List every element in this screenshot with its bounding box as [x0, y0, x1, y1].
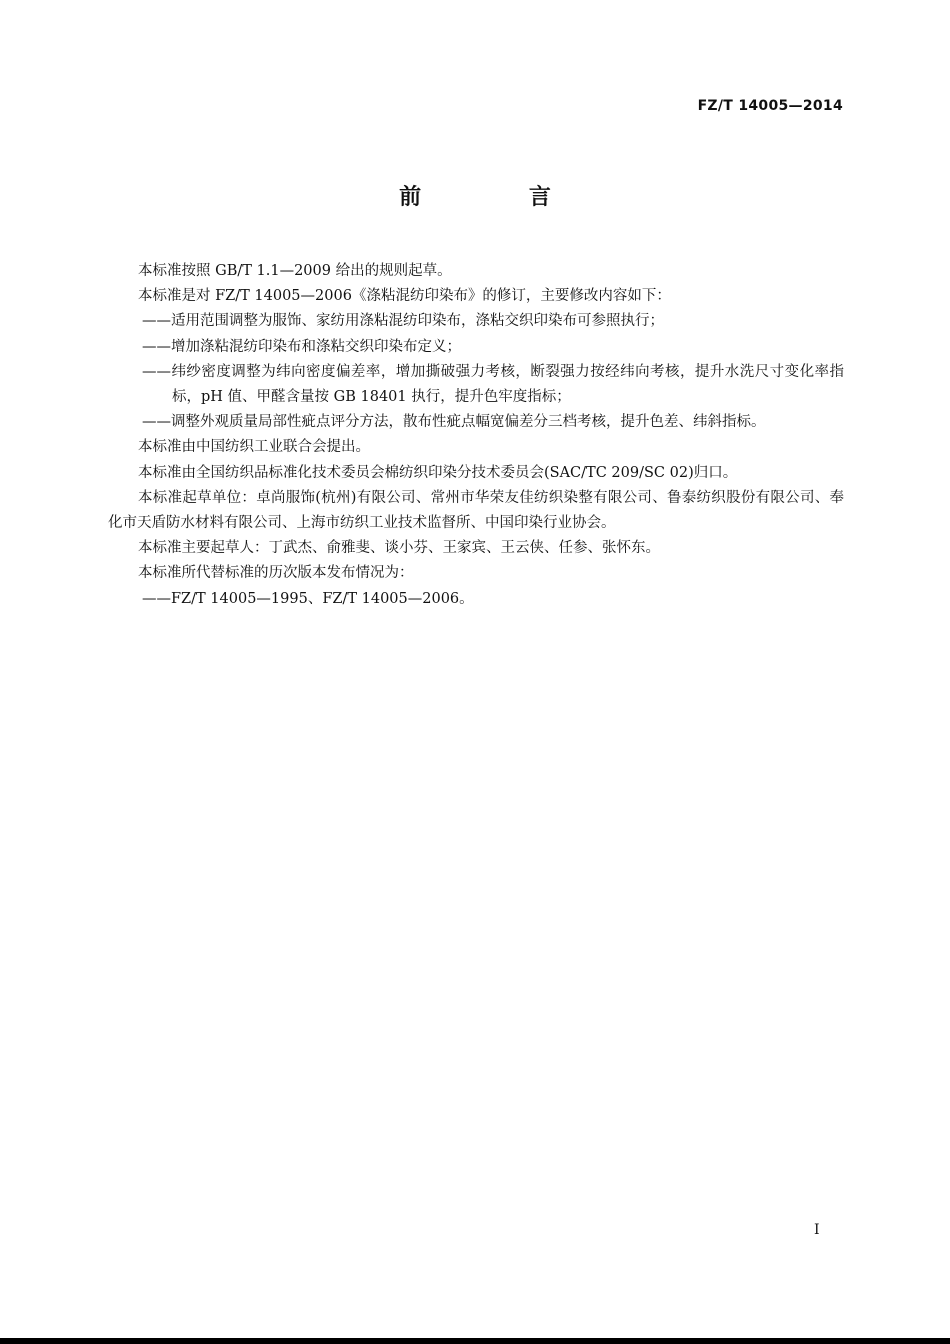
page-number: I — [814, 1222, 820, 1238]
paragraph-history-intro: 本标准所代替标准的历次版本发布情况为： — [138, 565, 414, 582]
paragraph-drafters: 本标准主要起草人：丁武杰、俞雅斐、谈小芬、王家宾、王云侠、任参、张怀东。 — [138, 540, 660, 557]
list-item-history: ——FZ/T 14005—1995、FZ/T 14005—2006。 — [142, 590, 474, 607]
bottom-border — [0, 1338, 950, 1344]
page-title: 前 言 — [399, 185, 601, 210]
foreword-body — [108, 259, 844, 612]
paragraph-under-jurisdiction: 本标准由全国纺织品标准化技术委员会棉纺织印染分技术委员会(SAC/TC 209/SC 02)归口。 — [138, 464, 738, 481]
list-item-appearance: ——调整外观质量局部性疵点评分方法，散布性疵点幅宽偏差分三档考核，提升色差、纬斜指标。 — [142, 414, 766, 431]
paragraph-drafting-rules: 本标准按照 GB/T 1.1—2009 给出的规则起草。 — [138, 263, 452, 279]
list-item-scope: ——适用范围调整为服饰、家纺用涤粘混纺印染布，涤粘交织印染布可参照执行； — [142, 313, 664, 330]
list-item-definitions: ——增加涤粘混纺印染布和涤粘交织印染布定义； — [142, 338, 461, 355]
standard-code: FZ/T 14005—2014 — [697, 98, 843, 114]
paragraph-drafting-units: 本标准起草单位：卓尚服饰(杭州)有限公司、常州市华荣友佳纺织染整有限公司、鲁泰纺织股份有限公司、奉化市天盾防水材料有限公司、上海市纺织工业技术监督所、中国印染行业协会。 — [108, 489, 844, 532]
paragraph-proposed-by: 本标准由中国纺织工业联合会提出。 — [138, 439, 370, 456]
list-item-density: ——纬纱密度调整为纬向密度偏差率，增加撕破强力考核，断裂强力按经纬向考核，提升水洗尺寸变化率指标，pH 值、甲醛含量按 GB 18401 执行，提升色牢度指标； — [142, 363, 844, 406]
paragraph-revision-intro: 本标准是对 FZ/T 14005—2006《涤粘混纺印染布》的修订，主要修改内容如下： — [138, 288, 671, 305]
